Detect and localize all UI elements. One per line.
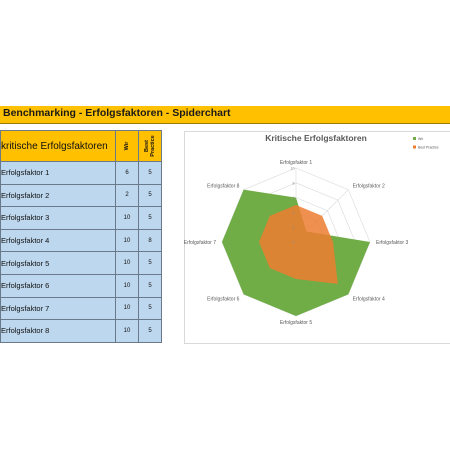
category-label: Erfolgsfaktor 1 (279, 160, 313, 166)
factor-cell: Erfolgsfaktor 1 (1, 162, 116, 185)
best-practice-cell: 5 (139, 184, 162, 207)
wir-cell: 10 (116, 252, 139, 275)
best-practice-cell: 5 (139, 320, 162, 343)
sheet-title: Benchmarking - Erfolgsfaktoren - Spiderchart (3, 107, 231, 119)
factor-cell: Erfolgsfaktor 8 (1, 320, 116, 343)
legend-swatch (413, 137, 416, 140)
category-label: Erfolgsfaktor 7 (183, 240, 216, 246)
factor-cell: Erfolgsfaktor 3 (1, 207, 116, 230)
factor-cell: Erfolgsfaktor 7 (1, 297, 116, 320)
tick-label: 10 (290, 166, 295, 171)
best-practice-cell: 5 (139, 252, 162, 275)
legend-label: Wir (418, 137, 424, 141)
tick-label: 2 (292, 225, 295, 230)
category-label: Erfolgsfaktor 5 (279, 320, 313, 326)
category-label: Erfolgsfaktor 8 (207, 183, 240, 190)
best-practice-cell: 8 (139, 229, 162, 252)
tick-label: 6 (292, 196, 295, 201)
category-label: Erfolgsfaktor 3 (376, 240, 409, 246)
wir-cell: 10 (116, 274, 139, 297)
wir-cell: 10 (116, 207, 139, 230)
best-practice-cell: 5 (139, 207, 162, 230)
category-label: Erfolgsfaktor 4 (352, 296, 385, 303)
header-factor: kritische Erfolgsfaktoren (1, 131, 116, 162)
wir-cell: 10 (116, 297, 139, 320)
wir-cell: 10 (116, 320, 139, 343)
tick-label: 0 (292, 240, 295, 245)
category-label: Erfolgsfaktor 6 (207, 296, 240, 303)
best-practice-cell: 5 (139, 162, 162, 185)
chart-title: Kritische Erfolgsfaktoren (265, 133, 367, 143)
legend-swatch (413, 146, 416, 149)
wir-cell: 2 (116, 184, 139, 207)
tick-label: 8 (292, 181, 295, 186)
best-practice-cell: 5 (139, 297, 162, 320)
legend-label: Best Practice (418, 145, 439, 150)
wir-cell: 6 (116, 162, 139, 185)
tick-label: 4 (292, 210, 295, 215)
factor-cell: Erfolgsfaktor 2 (1, 184, 116, 207)
best-practice-cell: 5 (139, 274, 162, 297)
factor-cell: Erfolgsfaktor 4 (1, 229, 116, 252)
wir-cell: 10 (116, 229, 139, 252)
category-label: Erfolgsfaktor 2 (352, 183, 385, 190)
factor-cell: Erfolgsfaktor 5 (1, 252, 116, 275)
factor-cell: Erfolgsfaktor 6 (1, 274, 116, 297)
header-wir: Wir (116, 131, 139, 162)
header-best-practice: Best Practice (139, 131, 162, 162)
